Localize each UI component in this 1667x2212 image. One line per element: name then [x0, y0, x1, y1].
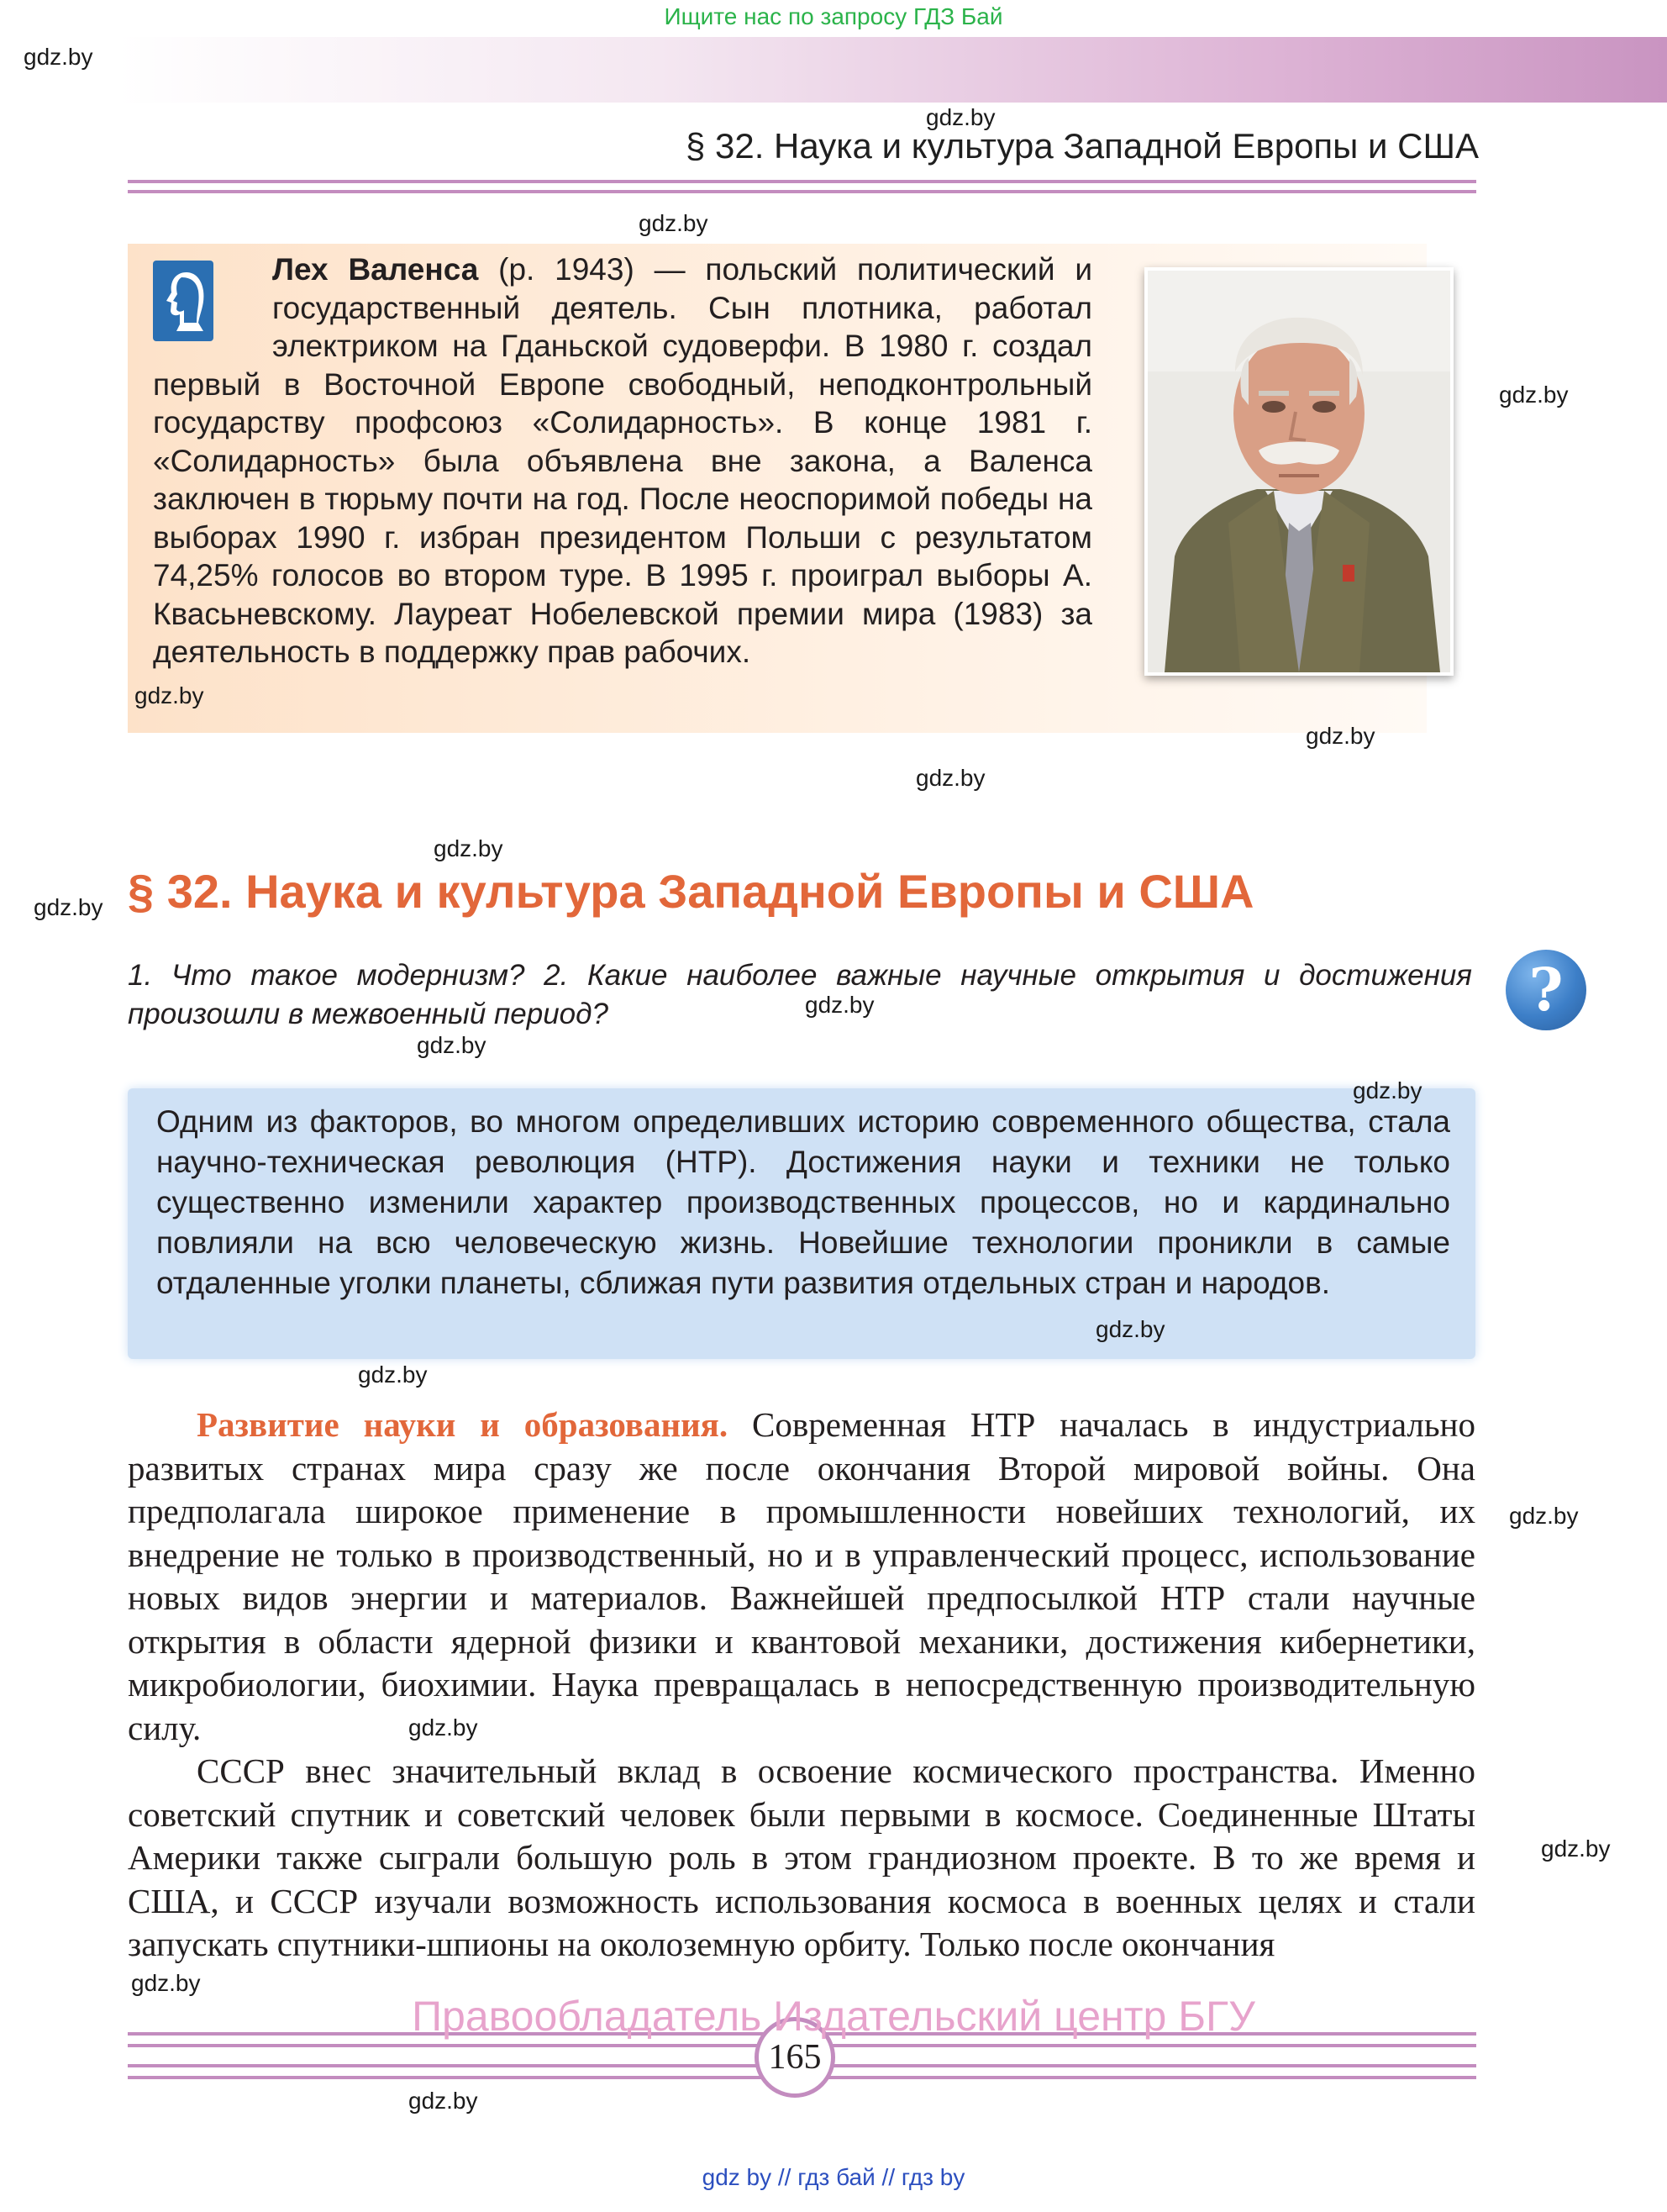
paragraph-1 — [128, 1404, 1475, 1750]
watermark: gdz.by — [358, 1361, 428, 1388]
watermark: gdz.by — [1306, 723, 1375, 749]
copyright-notice: Правообладатель Издательский центр БГУ — [412, 1993, 1255, 2040]
top-banner-text: Ищите нас по запросу ГДЗ Бай — [664, 3, 1003, 29]
watermark: gdz.by — [1353, 1077, 1422, 1103]
section-body — [128, 1404, 1475, 1967]
watermark: gdz.by — [926, 104, 996, 130]
watermark: gdz.by — [1509, 1503, 1579, 1529]
watermark: gdz.by — [408, 1714, 478, 1741]
running-head: § 32. Наука и культура Западной Европы и США — [685, 126, 1479, 166]
watermark: gdz.by — [1096, 1316, 1165, 1342]
chapter-title: § 32. Наука и культура Западной Европы и США — [128, 865, 1254, 918]
watermark: gdz.by — [639, 210, 708, 236]
review-questions: 1. Что такое модернизм? 2. Какие наиболее важные научные открытия и достижения произошли в межвоенный период? — [128, 959, 1472, 1030]
header-rule-top — [128, 180, 1476, 183]
watermark: gdz.by — [1541, 1835, 1611, 1862]
watermark: gdz.by — [408, 2088, 478, 2114]
question-icon — [1506, 950, 1586, 1030]
bottom-links[interactable]: gdz by // гдз бай // гдз by — [702, 2164, 965, 2190]
header-strip — [118, 37, 1667, 103]
watermark: gdz.by — [916, 765, 986, 791]
paragraph-1-text: Современная НТР началась в индустриально развитых странах мира сразу же после окончания Второй мировой войны. Она предполагала широкое применение в промышленности новейших технологий, их внедрение не только в производственный, но и в управленческий процесс, использование новых видов энергии и материалов. Важнейшей предпосылкой НТР стали научные открытия в области ядерной физики и квантовой механики, достижения кибернетики, микробиологии, биохимии. Наука превращалась в непосредственную производительную силу. — [128, 1405, 1475, 1747]
biography-body: (р. 1943) — польский политический и государственный деятель. Сын плотника, работал электриком на Гданьской судоверфи. В 1980 г. создал первый в Восточной Европе свободный, неподконтрольный государству профсоюз «Солидарность». В конце 1981 г. «Солидарность» была объявлена вне закона, а Валенса заключен в тюрьму почти на год. После неоспоримой победы на выборах 1990 г. избран президентом Польши с результатом 74,25% голосов во втором туре. В 1995 г. проиграл выборы А. Квасьневскому. Лауреат Нобелевской премии мира (1983) за деятельность в поддержку прав рабочих. — [153, 252, 1092, 669]
watermark: gdz.by — [417, 1032, 486, 1058]
section-heading: Развитие науки и образования. — [197, 1405, 728, 1444]
watermark: gdz.by — [434, 835, 503, 861]
watermark: gdz.by — [1499, 382, 1569, 408]
intro-text: Одним из факторов, во многом определивших историю современного общества, стала научно-техническая революция (НТР). Достижения науки и техники не только существенно изменили характер производственных процессов, но и кардинально повлияли на всю человеческую жизнь. Новейшие технологии проникли в самые отдаленные уголки планеты, сближая пути развития отдельных стран и народов. — [156, 1104, 1450, 1300]
biography-name: Лех Валенса — [272, 252, 479, 287]
portrait-photo — [1144, 267, 1454, 676]
watermark: gdz.by — [805, 992, 875, 1018]
watermark: gdz.by — [24, 44, 93, 70]
header-rule-bottom — [128, 190, 1476, 193]
page-number: 165 — [768, 2038, 822, 2077]
watermark: gdz.by — [34, 894, 103, 920]
watermark: gdz.by — [131, 1970, 201, 1996]
question-mark: ? — [1528, 955, 1564, 1024]
biography-text — [153, 250, 1092, 672]
paragraph-2: СССР внес значительный вклад в освоение космического пространства. Именно советский спутник и советский человек были первыми в космосе. Соединенные Штаты Америки также сыграли большую роль в этом грандиозном проекте. В то же время и США, и СССР изучали возможность использования космоса в военных целях и стали запускать спутники-шпионы на околоземную орбиту. Только после окончания — [128, 1751, 1475, 1963]
top-banner — [0, 0, 1667, 34]
watermark: gdz.by — [134, 682, 204, 708]
